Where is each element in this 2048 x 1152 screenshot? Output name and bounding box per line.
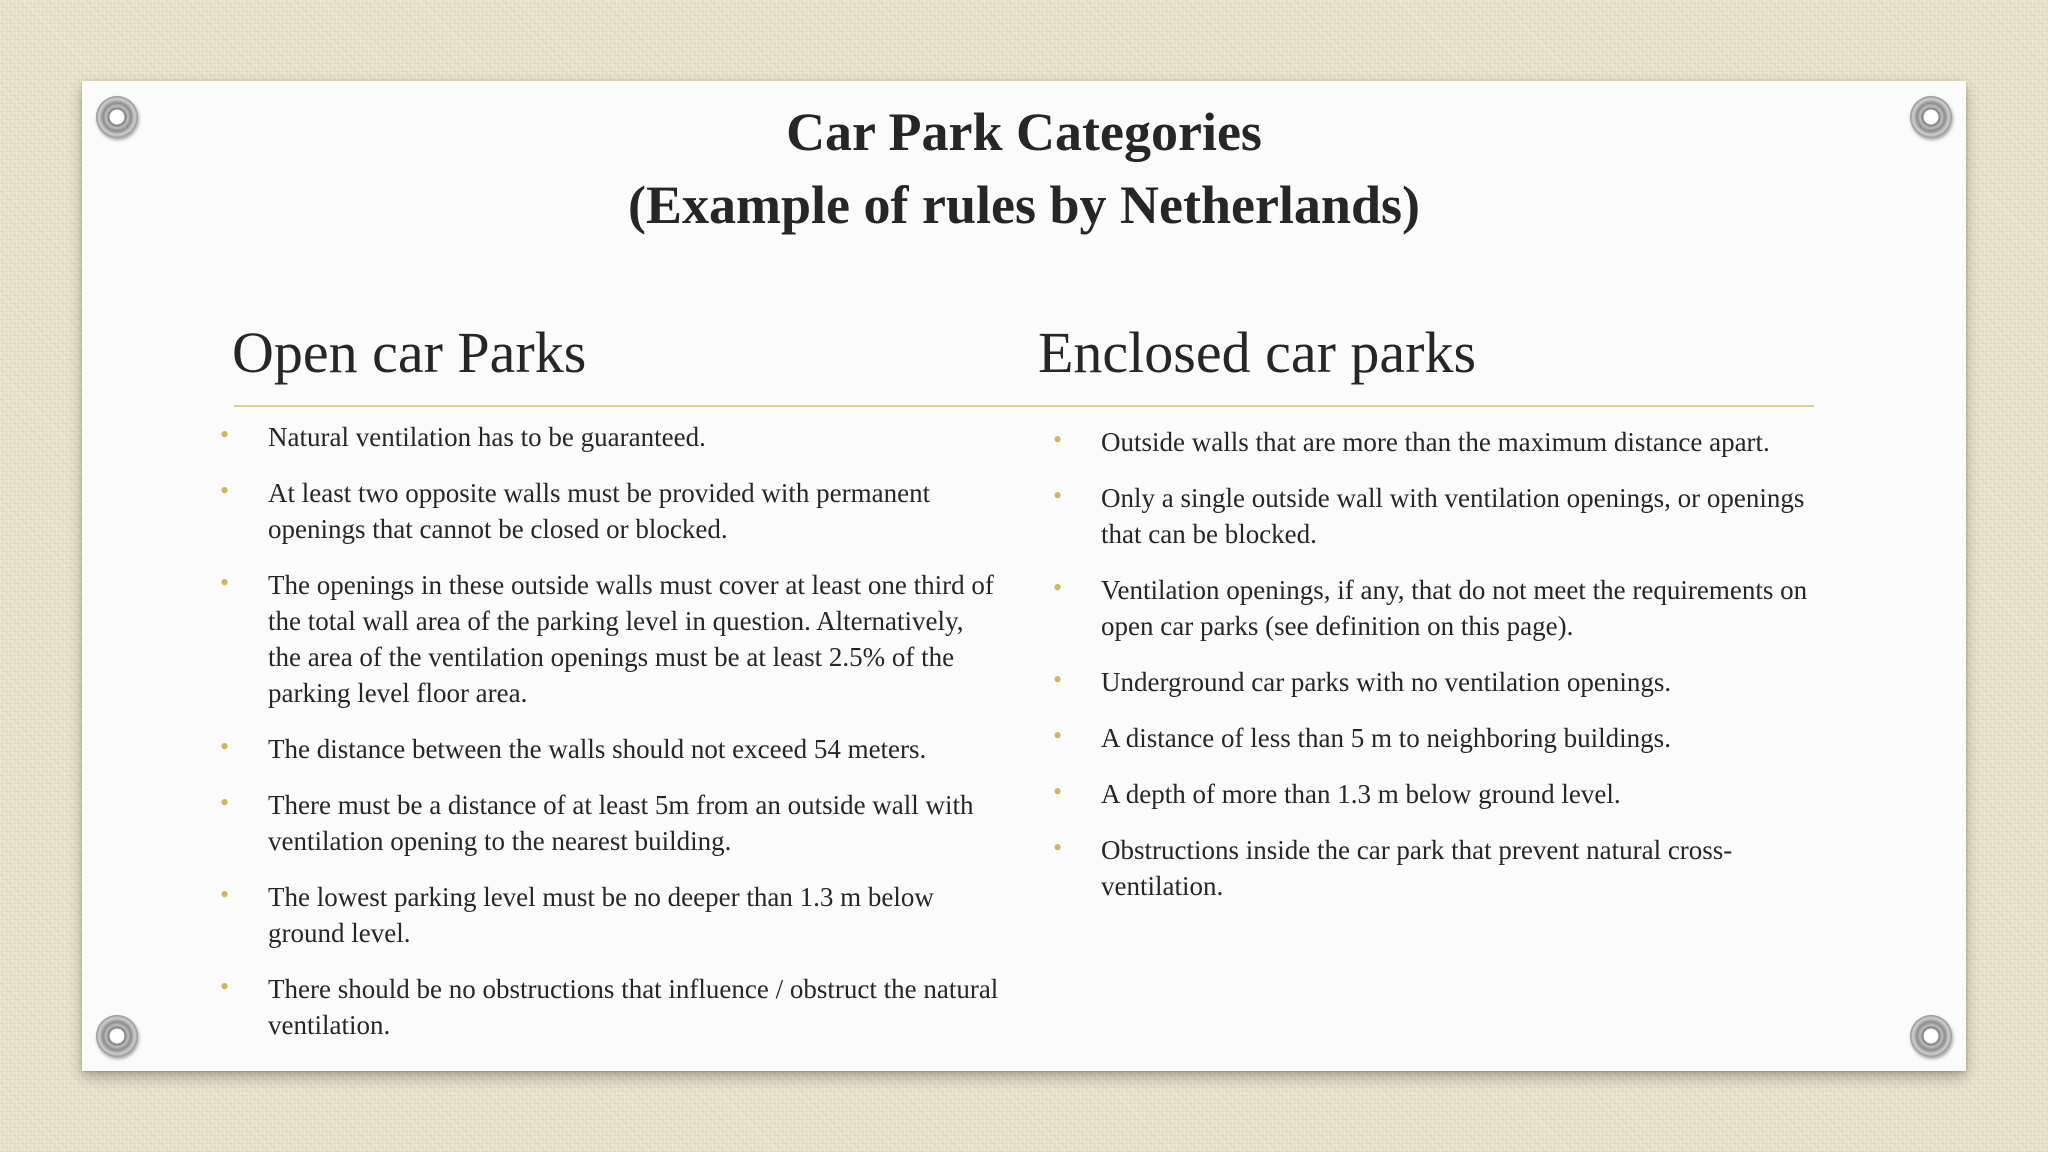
list-item — [1053, 480, 1833, 552]
bullet-icon: • — [220, 880, 230, 909]
list-item-text: The openings in these outside walls must cover at least one third of the total wall area of the parking level in question. Alternatively, the area of the ventilation openings must be at least 2.5% of the parking level floor area. — [268, 570, 994, 708]
list-item — [1053, 776, 1833, 812]
list-item-text: A distance of less than 5 m to neighboring buildings. — [1101, 723, 1671, 753]
bullet-icon: • — [220, 732, 230, 761]
bullet-icon: • — [1053, 721, 1063, 750]
list-item-text: Natural ventilation has to be guaranteed. — [268, 422, 706, 452]
open-car-parks-heading: Open car Parks — [232, 320, 587, 385]
slide-title-line-1: Car Park Categories — [786, 102, 1262, 162]
enclosed-car-parks-list — [1053, 424, 1833, 924]
bullet-icon: • — [1053, 665, 1063, 694]
list-item — [220, 787, 1000, 859]
bullet-icon: • — [220, 568, 230, 597]
slide-title — [0, 96, 2048, 242]
list-item-text: There must be a distance of at least 5m from an outside wall with ventilation opening to the nearest building. — [268, 790, 974, 856]
bullet-icon: • — [1053, 833, 1063, 862]
bullet-icon: • — [1053, 481, 1063, 510]
list-item — [220, 567, 1000, 711]
bullet-icon: • — [220, 420, 230, 449]
bullet-icon: • — [1053, 777, 1063, 806]
list-item-text: A depth of more than 1.3 m below ground level. — [1101, 779, 1621, 809]
bullet-icon: • — [1053, 573, 1063, 602]
list-item-text: There should be no obstructions that influence / obstruct the natural ventilation. — [268, 974, 999, 1040]
list-item-text: At least two opposite walls must be provided with permanent openings that cannot be closed or blocked. — [268, 478, 931, 544]
bullet-icon: • — [1053, 425, 1063, 454]
list-item-text: Underground car parks with no ventilation openings. — [1101, 667, 1672, 697]
list-item — [220, 475, 1000, 547]
list-item — [1053, 832, 1833, 904]
list-item — [1053, 424, 1833, 460]
list-item — [1053, 664, 1833, 700]
heading-divider — [234, 405, 1814, 407]
grommet-bottom-left-icon — [96, 1015, 138, 1057]
enclosed-car-parks-heading: Enclosed car parks — [1038, 320, 1477, 385]
list-item-text: Ventilation openings, if any, that do not meet the requirements on open car parks (see definition on this page). — [1101, 575, 1808, 641]
list-item — [220, 731, 1000, 767]
list-item-text: Outside walls that are more than the maximum distance apart. — [1101, 427, 1770, 457]
slide-title-line-2: (Example of rules by Netherlands) — [628, 175, 1420, 235]
list-item-text: The distance between the walls should not exceed 54 meters. — [268, 734, 927, 764]
list-item — [220, 419, 1000, 455]
list-item — [1053, 720, 1833, 756]
list-item-text: Only a single outside wall with ventilation openings, or openings that can be blocked. — [1101, 483, 1805, 549]
list-item — [220, 971, 1000, 1043]
list-item — [220, 879, 1000, 951]
bullet-icon: • — [220, 972, 230, 1001]
open-car-parks-list — [220, 419, 1000, 1063]
grommet-bottom-right-icon — [1910, 1015, 1952, 1057]
list-item-text: The lowest parking level must be no deeper than 1.3 m below ground level. — [268, 882, 934, 948]
bullet-icon: • — [220, 476, 230, 505]
list-item-text: Obstructions inside the car park that prevent natural cross-ventilation. — [1101, 835, 1733, 901]
list-item — [1053, 572, 1833, 644]
bullet-icon: • — [220, 788, 230, 817]
